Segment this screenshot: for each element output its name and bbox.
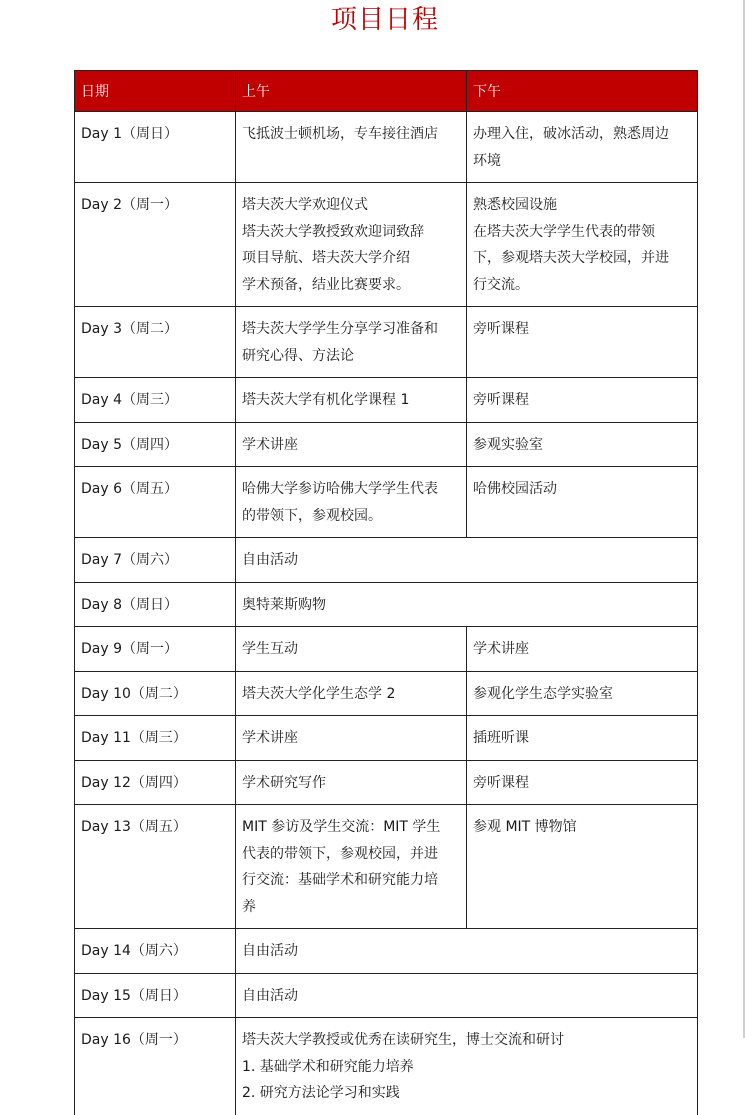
morning-cell xyxy=(236,378,467,423)
morning-cell xyxy=(236,422,467,467)
table-row xyxy=(75,582,698,627)
cell-line: 自由活动 xyxy=(242,552,298,568)
afternoon-cell xyxy=(467,805,698,929)
cell-line: 学术讲座 xyxy=(242,436,298,453)
cell-line: MIT 参访及学生交流：MIT 学生 xyxy=(242,819,441,835)
afternoon-cell xyxy=(467,378,698,423)
schedule-body xyxy=(75,112,698,1115)
morning-cell xyxy=(236,183,467,307)
cell-line: 塔夫茨大学欢迎仪式 xyxy=(242,197,368,213)
morning-cell xyxy=(236,671,467,716)
cell-line: 飞抵波士顿机场，专车接往酒店 xyxy=(242,126,438,142)
cell-line: 自由活动 xyxy=(242,943,298,959)
header-morning: 上午 xyxy=(236,71,467,112)
cell-line: 养 xyxy=(242,898,256,915)
full-day-cell xyxy=(236,929,698,974)
cell-line: 哈佛大学参访哈佛大学学生代表 xyxy=(242,481,438,497)
cell-line: 塔夫茨大学有机化学课程 1 xyxy=(242,392,410,408)
cell-line: 插班听课 xyxy=(473,730,529,746)
cell-line: 学术研究写作 xyxy=(242,774,326,791)
table-row xyxy=(75,1018,698,1115)
cell-line: 项目导航、塔夫茨大学介绍 xyxy=(242,250,410,266)
full-day-cell xyxy=(236,973,698,1018)
cell-line: 研究心得、方法论 xyxy=(242,347,354,364)
cell-line: 塔夫茨大学教授或优秀在读研究生，博士交流和研讨 xyxy=(242,1032,564,1048)
morning-cell xyxy=(236,112,467,183)
cell-line: 学术讲座 xyxy=(242,730,298,746)
afternoon-cell xyxy=(467,112,698,183)
table-row xyxy=(75,422,698,467)
cell-line: 哈佛校园活动 xyxy=(473,481,557,497)
table-row xyxy=(75,760,698,805)
cell-line: 环境 xyxy=(473,152,501,169)
cell-line: 旁听课程 xyxy=(473,321,529,337)
cell-line: 塔夫茨大学化学生态学 2 xyxy=(242,685,396,702)
afternoon-cell xyxy=(467,760,698,805)
table-header-row xyxy=(75,71,698,112)
cell-line: 旁听课程 xyxy=(473,392,529,408)
day-cell: Day 13（周五） xyxy=(75,805,236,929)
full-day-cell xyxy=(236,582,698,627)
cell-line: 的带领下，参观校园。 xyxy=(242,507,382,524)
day-cell: Day 6（周五） xyxy=(75,467,236,538)
page-title: 项目日程 xyxy=(330,5,439,35)
cell-line: 奥特莱斯购物 xyxy=(242,596,326,613)
full-day-cell xyxy=(236,538,698,583)
cell-line: 自由活动 xyxy=(242,987,298,1004)
day-cell: Day 15（周日） xyxy=(75,973,236,1018)
day-cell: Day 9（周一） xyxy=(75,627,236,672)
day-cell: Day 11（周三） xyxy=(75,716,236,761)
day-cell: Day 7（周六） xyxy=(75,538,236,583)
cell-line: 在塔夫茨大学学生代表的带领 xyxy=(473,223,655,240)
cell-line: 旁听课程 xyxy=(473,774,529,791)
day-cell: Day 10（周二） xyxy=(75,671,236,716)
table-row xyxy=(75,671,698,716)
cell-line: 参观实验室 xyxy=(473,436,543,453)
header-date: 日期 xyxy=(75,71,236,112)
cell-line: 参观化学生态学实验室 xyxy=(473,685,613,702)
cell-line: 参观 MIT 博物馆 xyxy=(473,819,577,835)
afternoon-cell xyxy=(467,716,698,761)
table-row xyxy=(75,716,698,761)
morning-cell xyxy=(236,307,467,378)
cell-line: 学生互动 xyxy=(242,641,298,657)
cell-line: 1. 基础学术和研究能力培养 xyxy=(242,1058,414,1075)
table-row xyxy=(75,805,698,929)
table-row xyxy=(75,467,698,538)
table-row xyxy=(75,929,698,974)
cell-line: 学术讲座 xyxy=(473,641,529,657)
cell-line: 塔夫茨大学教授致欢迎词致辞 xyxy=(242,223,424,240)
table-row xyxy=(75,307,698,378)
day-cell: Day 16（周一） xyxy=(75,1018,236,1115)
header-afternoon: 下午 xyxy=(467,71,698,112)
afternoon-cell xyxy=(467,467,698,538)
morning-cell xyxy=(236,627,467,672)
cell-line: 代表的带领下，参观校园，并进 xyxy=(242,845,438,862)
morning-cell xyxy=(236,805,467,929)
day-cell: Day 4（周三） xyxy=(75,378,236,423)
day-cell: Day 8（周日） xyxy=(75,582,236,627)
cell-line: 2. 研究方法论学习和实践 xyxy=(242,1085,400,1101)
morning-cell xyxy=(236,716,467,761)
table-row xyxy=(75,538,698,583)
cell-line: 行交流：基础学术和研究能力培 xyxy=(242,872,438,888)
table-row xyxy=(75,627,698,672)
afternoon-cell xyxy=(467,183,698,307)
day-cell: Day 2（周一） xyxy=(75,183,236,307)
cell-line: 下，参观塔夫茨大学校园，并进 xyxy=(473,250,669,266)
morning-cell xyxy=(236,760,467,805)
cell-line: 熟悉校园设施 xyxy=(473,197,557,213)
afternoon-cell xyxy=(467,307,698,378)
table-row xyxy=(75,973,698,1018)
cell-line: 办理入住，破冰活动，熟悉周边 xyxy=(473,126,669,142)
morning-cell xyxy=(236,467,467,538)
cell-line: 学术预备，结业比赛要求。 xyxy=(242,276,410,293)
day-cell: Day 12（周四） xyxy=(75,760,236,805)
afternoon-cell xyxy=(467,627,698,672)
schedule-table xyxy=(74,70,698,1115)
day-cell: Day 1（周日） xyxy=(75,112,236,183)
afternoon-cell xyxy=(467,422,698,467)
cell-line: 行交流。 xyxy=(473,276,529,293)
full-day-cell xyxy=(236,1018,698,1115)
afternoon-cell xyxy=(467,671,698,716)
day-cell: Day 14（周六） xyxy=(75,929,236,974)
day-cell: Day 5（周四） xyxy=(75,422,236,467)
day-cell: Day 3（周二） xyxy=(75,307,236,378)
table-row xyxy=(75,112,698,183)
table-row xyxy=(75,378,698,423)
cell-line: 塔夫茨大学学生分享学习准备和 xyxy=(242,321,438,337)
table-row xyxy=(75,183,698,307)
